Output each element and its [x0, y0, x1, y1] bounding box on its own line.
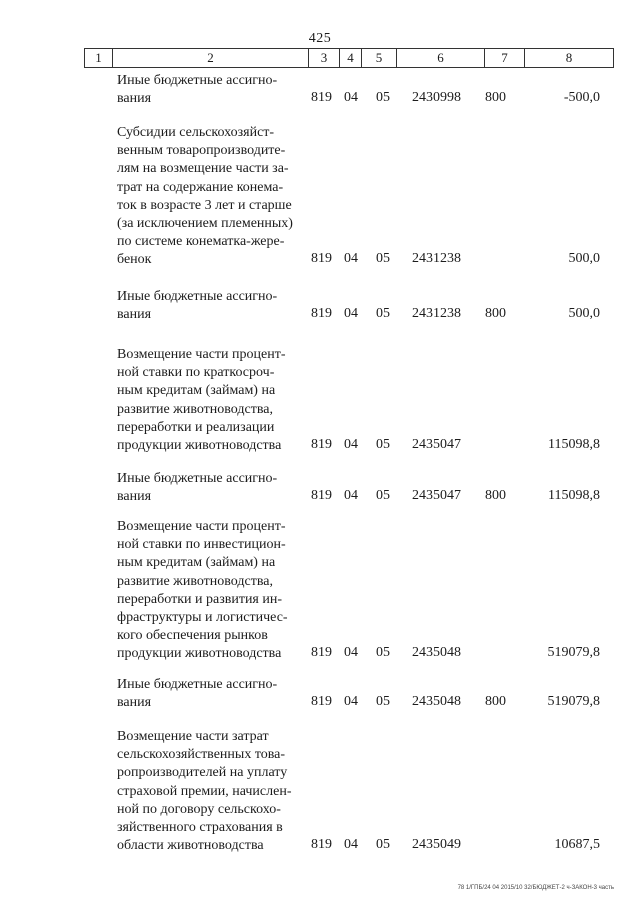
cell-c8: 519079,8: [547, 694, 600, 710]
cell-c4: 04: [344, 837, 358, 853]
header-col-3: 3: [309, 49, 340, 67]
cell-c8: 10687,5: [554, 837, 600, 853]
header-col-5: 5: [362, 49, 397, 67]
description-line: фраструктуры и логистичес-: [117, 610, 288, 626]
description-line: Возмещение части затрат: [117, 729, 269, 744]
description-line: Иные бюджетные ассигно-: [117, 289, 278, 304]
cell-c8: 500,0: [568, 251, 600, 267]
description-line: развитие животноводства,: [117, 401, 273, 417]
description-line: ток в возрасте 3 лет и старше: [117, 197, 292, 213]
description-line: ропроизводителей на уплату: [117, 765, 288, 781]
description-line: переработки и развития ин-: [117, 591, 283, 607]
footer-file-path: 78 1/ГПБ/24 04 2015/10 32/БЮДЖЕТ-2 ч-ЗАКОН-3 часть: [457, 885, 614, 891]
description-line: продукции животноводства: [117, 646, 282, 662]
cell-c3: 819: [311, 251, 332, 267]
header-col-8: 8: [565, 50, 573, 65]
row-description: [117, 470, 303, 506]
row-description: [117, 346, 303, 455]
cell-c5: 05: [376, 837, 390, 853]
cell-c3: 819: [311, 488, 332, 504]
header-col-4: 4: [340, 49, 362, 67]
description-line: ной по договору сельскохо-: [117, 801, 281, 817]
description-line: страховой премии, начислен-: [117, 783, 292, 799]
row-description: [117, 518, 303, 664]
description-line: переработки и реализации: [117, 419, 275, 435]
cell-c4: 04: [344, 694, 358, 710]
cell-c5: 05: [376, 437, 390, 452]
cell-c4: 04: [344, 645, 358, 661]
cell-c3: 819: [311, 90, 332, 106]
description-line: Иные бюджетные ассигно-: [117, 677, 278, 692]
description-line: трат на содержание конема-: [117, 179, 284, 195]
description-line: кого обеспечения рынков: [117, 628, 268, 644]
cell-c5: 05: [376, 251, 390, 267]
cell-c6: 2435048: [412, 694, 461, 710]
description-line: бенок: [117, 252, 152, 268]
cell-c7: 800: [485, 694, 506, 710]
cell-c4: 04: [344, 90, 358, 106]
table-header: [84, 48, 614, 68]
cell-c5: 05: [376, 488, 390, 504]
cell-c3: 819: [311, 837, 332, 853]
cell-c6: 2430998: [412, 90, 461, 106]
cell-c8: 115098,8: [548, 488, 600, 504]
cell-c8: 115098,8: [548, 437, 600, 452]
cell-c8: 500,0: [568, 306, 600, 322]
cell-c8: -500,0: [563, 90, 600, 106]
description-line: вания: [117, 695, 152, 711]
description-line: вания: [117, 489, 152, 505]
description-line: по системе конематка-жере-: [117, 234, 285, 250]
description-line: вания: [117, 307, 152, 323]
cell-c6: 2431238: [412, 306, 461, 322]
cell-c5: 05: [376, 694, 390, 710]
description-line: Субсидии сельскохозяйст-: [117, 125, 275, 140]
cell-c6: 2435047: [412, 437, 461, 452]
header-col-1: 1: [85, 49, 113, 67]
row-description: [117, 72, 303, 108]
description-line: Возмещение части процент-: [117, 347, 286, 362]
description-line: сельскохозяйственных това-: [117, 747, 286, 763]
cell-c4: 04: [344, 251, 358, 267]
cell-c3: 819: [311, 437, 332, 452]
cell-c3: 819: [311, 306, 332, 322]
description-line: вания: [117, 91, 152, 107]
description-line: (за исключением племенных): [117, 216, 293, 232]
header-col-6: 6: [397, 49, 485, 67]
cell-c7: 800: [485, 90, 506, 106]
description-line: области животноводства: [117, 838, 264, 854]
description-line: зяйственного страхования в: [117, 820, 283, 836]
cell-c7: 800: [485, 306, 506, 322]
cell-c6: 2431238: [412, 251, 461, 267]
description-line: Иные бюджетные ассигно-: [117, 471, 278, 486]
description-line: ным кредитам (займам) на: [117, 383, 276, 399]
description-line: ным кредитам (займам) на: [117, 555, 276, 571]
cell-c5: 05: [376, 306, 390, 322]
cell-c7: 800: [485, 488, 506, 504]
cell-c6: 2435048: [412, 645, 461, 661]
description-line: ной ставки по инвестицион-: [117, 537, 286, 553]
cell-c6: 2435049: [412, 837, 461, 853]
cell-c8: 519079,8: [547, 645, 600, 661]
description-line: лям на возмещение части за-: [117, 161, 289, 177]
page-number: 425: [308, 31, 332, 46]
header-col-7: 7: [485, 49, 525, 67]
row-description: [117, 676, 303, 712]
row-description: [117, 288, 303, 324]
cell-c4: 04: [344, 437, 358, 452]
header-col-2: 2: [113, 49, 309, 67]
cell-c6: 2435047: [412, 488, 461, 504]
description-line: развитие животноводства,: [117, 573, 273, 589]
description-line: ной ставки по краткосроч-: [117, 365, 275, 381]
cell-c5: 05: [376, 90, 390, 106]
description-line: венным товаропроизводите-: [117, 143, 286, 159]
cell-c4: 04: [344, 306, 358, 322]
row-description: [117, 124, 303, 270]
cell-c3: 819: [311, 645, 332, 661]
cell-c5: 05: [376, 645, 390, 661]
description-line: продукции животноводства: [117, 438, 282, 454]
description-line: Возмещение части процент-: [117, 519, 286, 534]
cell-c3: 819: [311, 694, 332, 710]
row-description: [117, 728, 303, 855]
cell-c4: 04: [344, 488, 358, 504]
description-line: Иные бюджетные ассигно-: [117, 73, 278, 88]
